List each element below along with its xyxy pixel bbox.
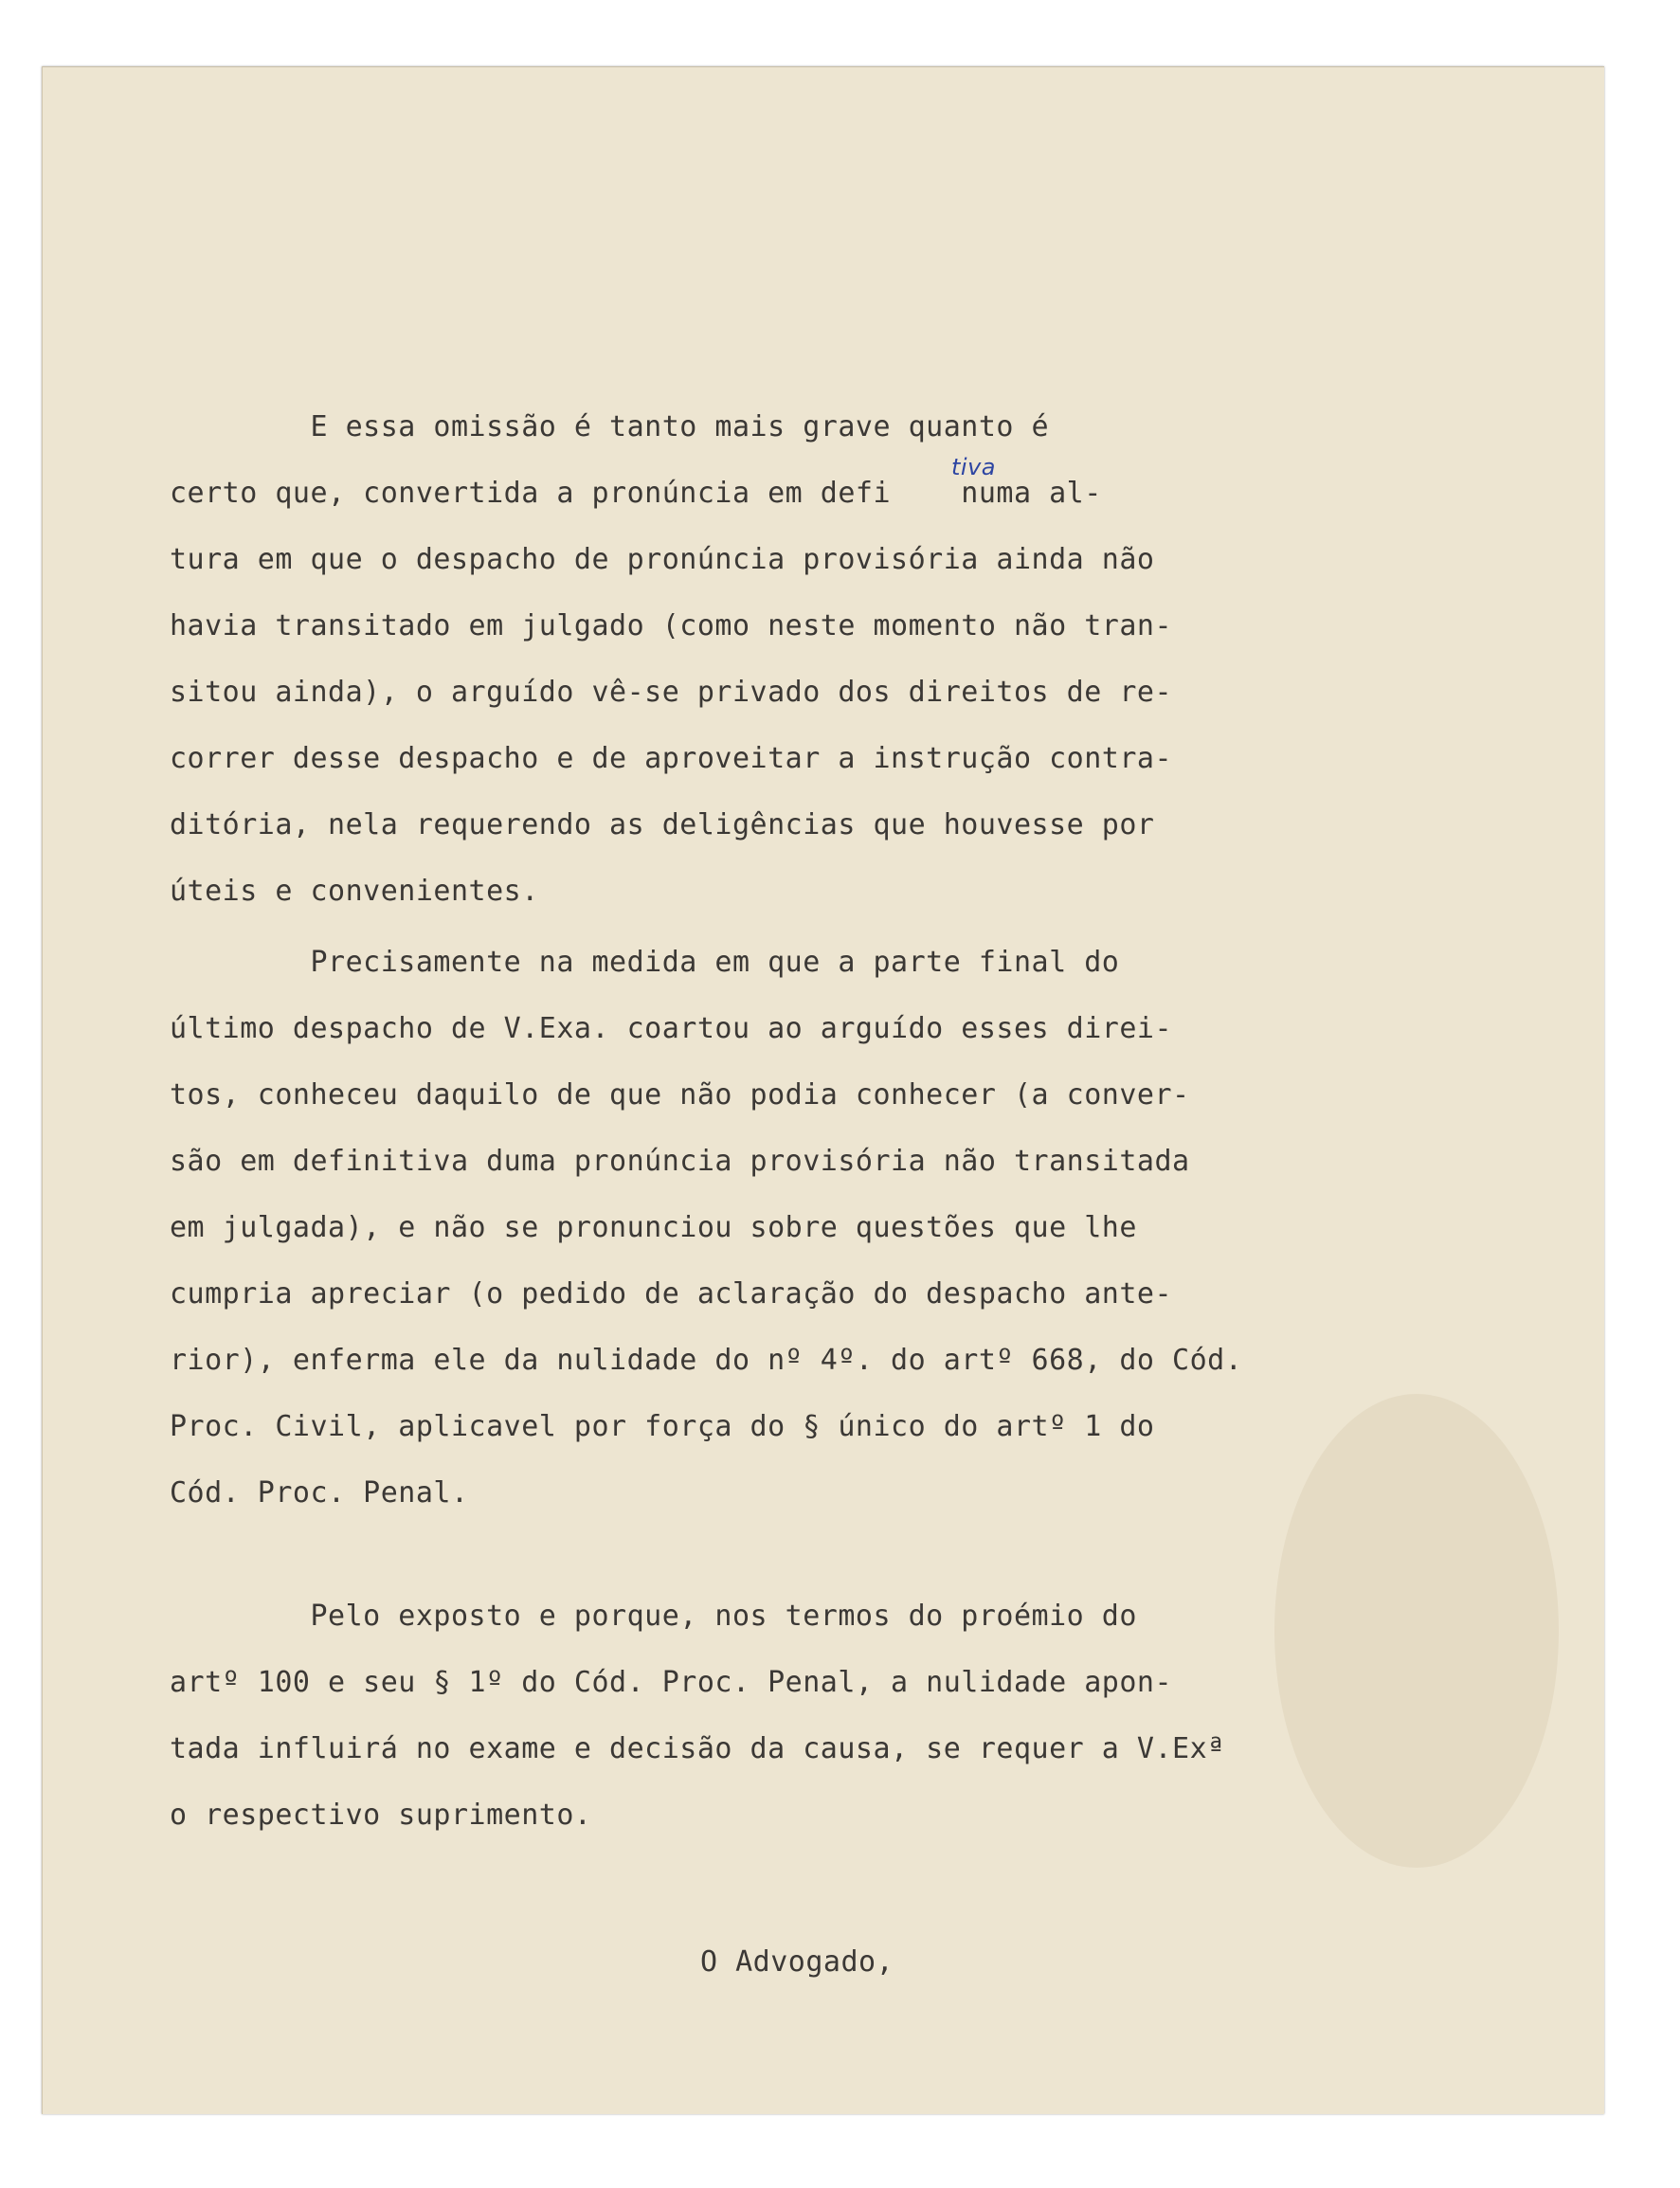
text-line: último despacho de V.Exa. coartou ao arguído esses direi- — [170, 1012, 1173, 1045]
typewritten-sheet — [42, 66, 1604, 2114]
text-line: são em definitiva duma pronúncia provisória não transitada — [170, 1145, 1190, 1178]
text-line: Pelo exposto e porque, nos termos do proémio do — [170, 1600, 1137, 1633]
text-line: artº 100 e seu § 1º do Cód. Proc. Penal, a nulidade apon- — [170, 1666, 1173, 1699]
text-line: Proc. Civil, aplicavel por força do § único do artº 1 do — [170, 1410, 1155, 1443]
text-line: tada influirá no exame e decisão da causa, se requer a V.Exª — [170, 1732, 1225, 1765]
text-line: Precisamente na medida em que a parte final do — [170, 946, 1120, 979]
text-line: úteis e convenientes. — [170, 875, 539, 908]
text-line: tos, conheceu daquilo de que não podia conhecer (a conver- — [170, 1078, 1190, 1112]
paper-stain — [1274, 1394, 1559, 1868]
text-line: rior), enferma ele da nulidade do nº 4º. do artº 668, do Cód. — [170, 1344, 1243, 1377]
text-line: tura em que o despacho de pronúncia provisória ainda não — [170, 543, 1155, 576]
text-line: ditória, nela requerendo as deligências que houvesse por — [170, 808, 1155, 841]
text-line: sitou ainda), o arguído vê-se privado dos direitos de re- — [170, 676, 1173, 709]
text-line: correr desse despacho e de aproveitar a instrução contra- — [170, 742, 1173, 775]
signature-line: O Advogado, — [700, 1945, 894, 1979]
text-line: havia transitado em julgado (como neste momento não tran- — [170, 609, 1173, 642]
text-line: Cód. Proc. Penal. — [170, 1476, 469, 1510]
handwritten-correction: tiva — [951, 454, 996, 480]
text-line: em julgada), e não se pronunciou sobre questões que lhe — [170, 1211, 1137, 1244]
text-line: o respectivo suprimento. — [170, 1799, 592, 1832]
text-line: cumpria apreciar (o pedido de aclaração do despacho ante- — [170, 1277, 1173, 1311]
text-line: certo que, convertida a pronúncia em defi numa al- — [170, 477, 1102, 510]
text-line: E essa omissão é tanto mais grave quanto é — [170, 410, 1050, 443]
